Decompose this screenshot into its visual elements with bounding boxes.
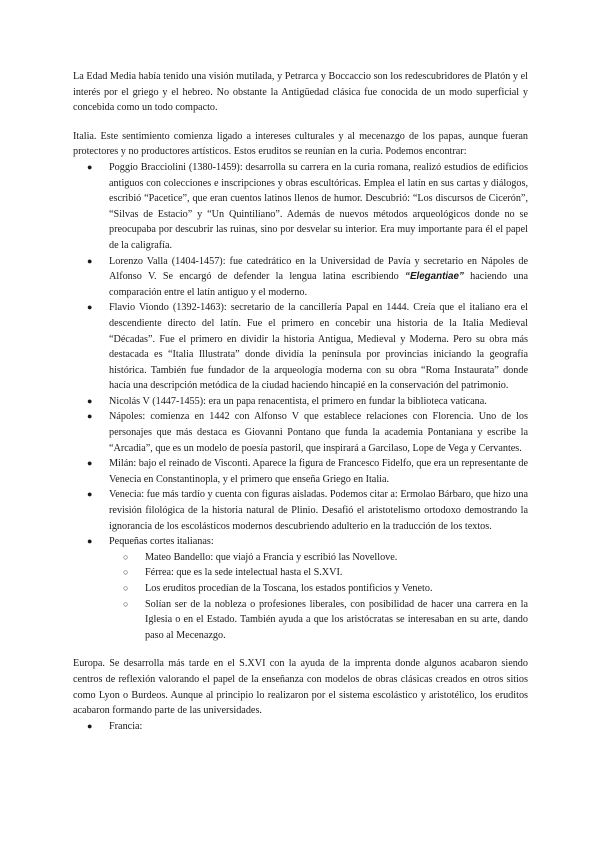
list-item-text: Pequeñas cortes italianas: [109, 536, 214, 548]
europa-paragraph: Europa. Se desarrolla más tarde en el S.XVI con la ayuda de la imprenta donde algunos acabaron siendo centros de reflexión valorando el papel de la enseñanza con modelos de obras clásicas creados en otros sitios como Lyon o Burdeos. Aunque al principio lo realizaron por el sistema escolástico y aristotélico, los eruditos acabaron formando parte de las universidades. [73, 658, 528, 717]
bullet-icon: ● [87, 411, 93, 422]
sub-list-item-text: Férrea: que es la sede intelectual hasta el S.XVI. [145, 567, 343, 579]
list-item-text: Poggio Bracciolini (1380-1459): desarrolla su carrera en la curia romana, realizó estudios de edificios antiguos con colecciones e inscripciones y obras escultóricas. Emplea el latín en sus cartas y diálogos, escribió “Pacetice”, que eran cuentos latinos llenos de humor. Descubrió: “Los discursos de Cicerón”, “Silvas de Estacio” y “Un Quintiliano”. Además de nuevos métodos arqueológicos donde no se preocupaba por descubrir las ruinas, sino por desvelar su interior. Era muy importante para él el papel de la caligrafía. [109, 161, 528, 251]
paragraph-gap [73, 116, 528, 129]
bullet-icon: ● [87, 720, 93, 731]
list-item [73, 534, 528, 643]
hollow-bullet-icon: ○ [123, 567, 129, 578]
list-item [73, 456, 528, 487]
italia-list [73, 160, 528, 643]
sub-list-item [109, 597, 528, 644]
bullet-icon: ● [87, 489, 93, 500]
sub-list-item [109, 581, 528, 597]
list-item-text: haciendo una comparación entre el latín antiguo y el moderno. [109, 271, 528, 298]
bullet-icon: ● [87, 536, 93, 547]
document-body [73, 69, 528, 734]
list-item-text: Nicolás V (1447-1455): era un papa renacentista, el primero en fundar la biblioteca vaticana. [109, 395, 487, 407]
bullet-icon: ● [87, 395, 93, 406]
europa-list [73, 719, 528, 735]
sub-list-item-text: Solían ser de la nobleza o profesiones liberales, con posibilidad de hacer una carrera en la Iglesia o en el Estado. También ayuda a que los aristócratas se interesaban en su arte, dando paso al Mecenazgo. [145, 598, 528, 641]
bullet-icon: ● [87, 161, 93, 172]
sub-list-item [109, 565, 528, 581]
list-item [73, 160, 528, 254]
bullet-icon: ● [87, 255, 93, 266]
sub-list-item [109, 550, 528, 566]
bullet-icon: ● [87, 302, 93, 313]
sub-list [109, 550, 528, 644]
hollow-bullet-icon: ○ [123, 598, 129, 609]
list-item [73, 300, 528, 394]
bullet-icon: ● [87, 458, 93, 469]
paragraph-gap [73, 643, 528, 656]
intro-paragraph: La Edad Media había tenido una visión mutilada, y Petrarca y Boccaccio son los redescubridores de Platón y el interés por el griego y el hebreo. No obstante la Antigüedad clásica fue conocida de un modo superficial y concebida como un todo compacto. [73, 71, 528, 114]
list-item-text: Venecia: fue más tardío y cuenta con figuras aisladas. Podemos citar a: Ermolao Bárbaro, que hizo una revisión filológica de la historia natural de Plinio. Desafió el aristotelismo ortodoxo demostrando la ignorancia de los escolásticos modernos descubriendo adulterio en la traducción de los textos. [109, 489, 528, 532]
list-item-text: Milán: bajo el reinado de Visconti. Aparece la figura de Francesco Fidelfo, que era un representante de Venecia en Constantinopla, y el primero que enseña Griego en Italia. [109, 458, 528, 485]
italia-paragraph: Italia. Este sentimiento comienza ligado a intereses culturales y al mecenazgo de los papas, aunque fueran protectores y no productores artísticos. Estos eruditos se reunían en la curia. Podemos encontrar: [73, 130, 528, 158]
hollow-bullet-icon: ○ [123, 551, 129, 562]
list-item-text: Lorenzo Valla (1404-1457): fue catedrático en la Universidad de Pavía y secretario en Nápoles de Alfonso V. Se encargó de defender la lengua latina escribiendo [109, 255, 528, 283]
list-item-text: Francia: [109, 720, 143, 732]
sub-list-item-text: Mateo Bandello: que viajó a Francia y escribió las Novellove. [145, 551, 398, 563]
list-item [73, 409, 528, 456]
list-item [73, 719, 528, 735]
emphasized-title: “Elegantiae” [405, 271, 464, 283]
list-item-text: Flavio Viondo (1392-1463): secretario de la cancillería Papal en 1444. Creía que el italiano era el descendiente directo del latín. Fue el primero en concebir una historia de la Italia Medieval “Décadas”. Fue el primero en dividir la historia Antigua, Medieval y Moderna. Pero su obra más destacada es “Italia Illustrata” donde dividía la península por provincias iniciando la geografía histórica. También fue fundador de la arqueología moderna con su obra “Roma Instaurata” donde hacía una descripción metódica de la ciudad haciendo hincapié en la conservación del patrimonio. [109, 302, 528, 392]
list-item [73, 394, 528, 410]
list-item [73, 487, 528, 534]
sub-list-item-text: Los eruditos procedían de la Toscana, los estados pontificios y Veneto. [145, 583, 433, 594]
list-item [73, 254, 528, 301]
hollow-bullet-icon: ○ [123, 583, 129, 593]
list-item-text: Nápoles: comienza en 1442 con Alfonso V que establece relaciones con Florencia. Uno de los personajes que más destaca es Giovanni Pontano que funda la academia Pontaniana y escribe la “Arcadia”, que es un modelo de poesía pastoril, que inspirará a Garcilaso, Lope de Vega y Cervantes. [109, 411, 528, 454]
